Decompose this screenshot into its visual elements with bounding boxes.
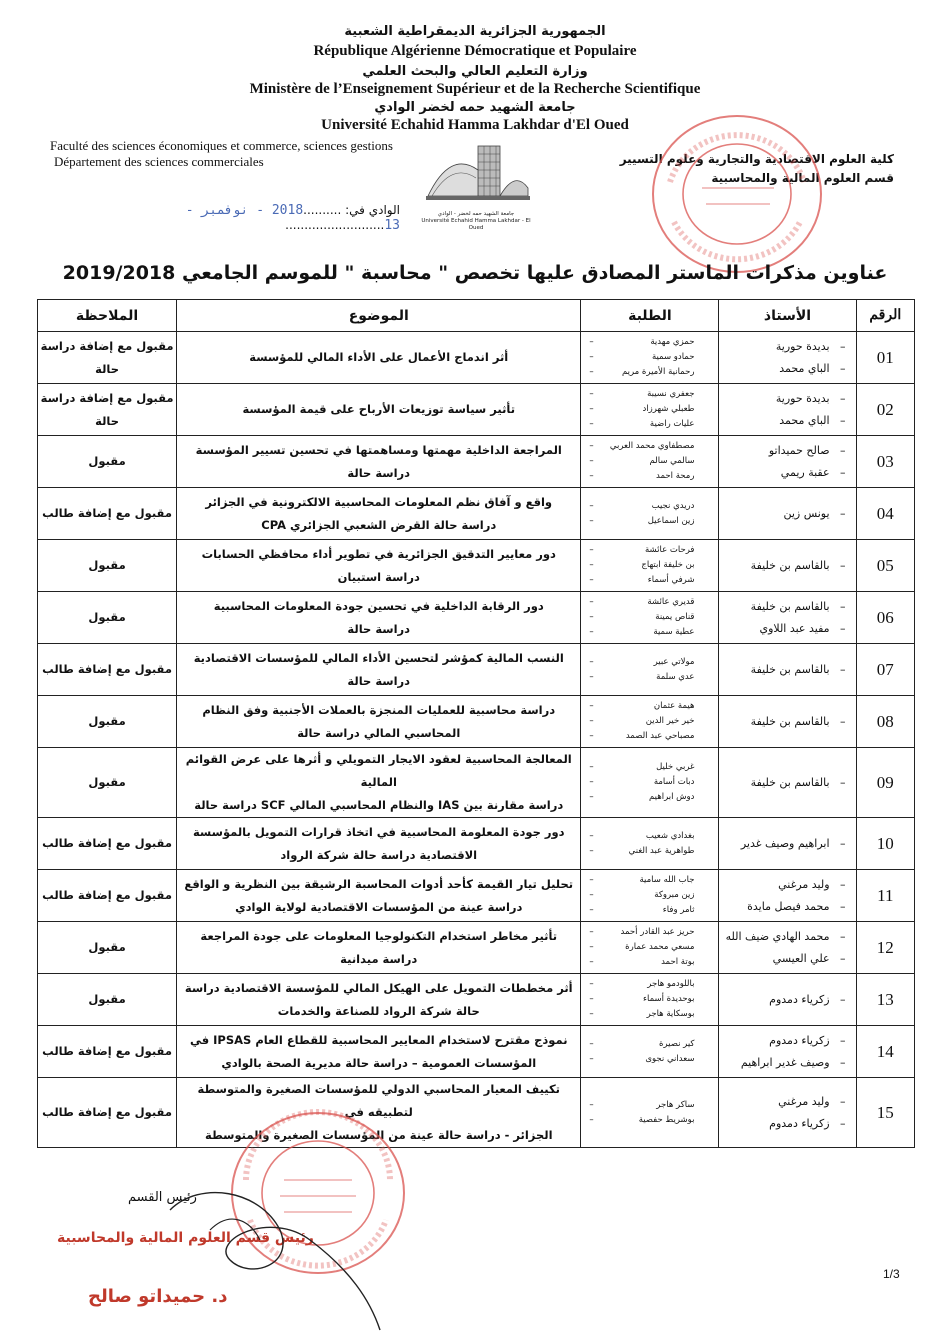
logo-caption <box>414 211 538 232</box>
student-name: ثامر وفاء – <box>585 903 710 918</box>
col-header-subject: الموضوع <box>177 300 581 332</box>
row-students <box>581 1078 719 1148</box>
student-name: سالمي سالم – <box>585 454 710 469</box>
subject-line: دور جودة المعلومة المحاسبية في اتخاذ قرارات التمويل بالمؤسسة <box>192 824 565 839</box>
row-professors <box>719 696 856 748</box>
subject-line-2: دراسة حالة القرض الشعبي الجزائري CPA <box>261 517 497 532</box>
row-remark: مقبول مع إضافة طالب <box>38 1026 177 1078</box>
subject-line-2: دراسة استبيان <box>337 569 420 584</box>
table-row <box>38 1026 915 1078</box>
subject-line-2: الجزائر - دراسة حالة عينة من المؤسسات الصغيرة والمتوسطة <box>204 1128 553 1142</box>
row-remark: مقبول <box>38 436 177 488</box>
subject-line: واقع و آفاق نظم المعلومات المحاسبية الالكترونية في الجزائر <box>205 494 553 509</box>
row-remark: مقبول <box>38 540 177 592</box>
row-professors <box>719 818 856 870</box>
logo-caption-ar: جامعة الشهيد حمه لخضر - الوادي <box>437 211 515 217</box>
student-name: بوحديدة أسماء – <box>585 992 710 1007</box>
row-subject <box>177 974 581 1026</box>
table-body <box>38 332 915 1148</box>
row-professors <box>719 384 856 436</box>
row-students <box>581 974 719 1026</box>
header-fr-republic: République Algérienne Démocratique et Populaire <box>313 43 637 59</box>
professor-name: زكرياء دمدوم – <box>723 989 847 1011</box>
faculty-ar-line1: كلية العلوم الاقتصادية والتجارية وعلوم التسيير <box>619 152 894 166</box>
row-remark: مقبول <box>38 696 177 748</box>
subject-line: دور الرقابة الداخلية في تحسين جودة المعلومات المحاسبية <box>213 598 544 613</box>
table-row <box>38 592 915 644</box>
student-name: عدي سلمة – <box>585 670 710 685</box>
header-fr-university: Université Echahid Hamma Lakhdar d'El Oued <box>321 117 629 133</box>
professor-name: بديدة حورية – <box>723 336 847 358</box>
row-subject <box>177 644 581 696</box>
row-remark: مقبول <box>38 922 177 974</box>
row-students <box>581 1026 719 1078</box>
professor-name: بديدة حورية – <box>723 388 847 410</box>
row-students <box>581 592 719 644</box>
row-number: 03 <box>856 436 914 488</box>
row-professors <box>719 332 856 384</box>
student-name: باللودمو هاجر – <box>585 977 710 992</box>
row-subject <box>177 332 581 384</box>
student-name: حمادو سمية – <box>585 350 710 365</box>
row-number: 10 <box>856 818 914 870</box>
date-label: الوادي في: <box>345 203 400 217</box>
table-row <box>38 436 915 488</box>
subject-line: دراسة محاسبية للعمليات المنجزة بالعملات الأجنبية وفق النظام <box>202 702 556 717</box>
subject-line: تحليل تيار القيمة كأحد أدوات المحاسبة الرشيقة بين النظرية و الواقع <box>184 876 574 891</box>
table-row <box>38 870 915 922</box>
row-number: 08 <box>856 696 914 748</box>
subject-line-2: الاقتصادية دراسة حالة شركة الرواد <box>280 847 478 862</box>
header-ar-republic: الجمهورية الجزائرية الديمقراطية الشعبية <box>344 24 606 39</box>
row-students <box>581 870 719 922</box>
table-row <box>38 384 915 436</box>
subject-line-2: دراسة حالة <box>347 465 411 480</box>
student-name: مسعي محمد عمارة – <box>585 940 710 955</box>
row-number: 13 <box>856 974 914 1026</box>
table-row <box>38 332 915 384</box>
row-number: 15 <box>856 1078 914 1148</box>
row-remark: مقبول <box>38 748 177 818</box>
row-remark: مقبول مع إضافة دراسة حالة <box>38 384 177 436</box>
signature-name: د. حميداتو صالح <box>88 1286 228 1307</box>
professor-name: وصيف غدير ابراهيم – <box>723 1052 847 1074</box>
professor-name: عقبة ريمي – <box>723 462 847 484</box>
table-row <box>38 540 915 592</box>
professor-name: بالقاسم بن خليفة – <box>723 711 847 733</box>
row-students <box>581 540 719 592</box>
row-professors <box>719 1026 856 1078</box>
row-students <box>581 818 719 870</box>
row-subject <box>177 870 581 922</box>
faculty-fr <box>50 138 410 170</box>
student-name: بوشريط حفصية – <box>585 1113 710 1128</box>
student-name: قديري عائشة – <box>585 595 710 610</box>
row-remark: مقبول مع إضافة طالب <box>38 870 177 922</box>
subject-line-2: دراسة حالة <box>347 621 411 636</box>
row-subject <box>177 592 581 644</box>
professor-name: الباي محمد – <box>723 358 847 380</box>
row-subject <box>177 696 581 748</box>
student-name: مصباحي عبد الصمد – <box>585 729 710 744</box>
header-fr-ministry: Ministère de l’Enseignement Supérieur et de la Recherche Scientifique <box>249 81 701 97</box>
row-subject <box>177 540 581 592</box>
row-number: 07 <box>856 644 914 696</box>
student-name: مصطفاوي محمد العربي – <box>585 439 710 454</box>
student-name: طواهرية عبد الغني – <box>585 844 710 859</box>
faculty-fr-line1: Faculté des sciences économiques et commerce, sciences gestions <box>50 138 393 153</box>
student-name: مولاتي عبير – <box>585 655 710 670</box>
row-subject <box>177 818 581 870</box>
row-number: 06 <box>856 592 914 644</box>
row-professors <box>719 644 856 696</box>
professor-name: الباي محمد – <box>723 410 847 432</box>
row-number: 12 <box>856 922 914 974</box>
row-professors <box>719 974 856 1026</box>
row-students <box>581 644 719 696</box>
row-remark: مقبول مع إضافة طالب <box>38 1078 177 1148</box>
subject-line: تأثير سياسة توزيعات الأرباح على قيمة المؤسسة <box>242 402 516 416</box>
row-professors <box>719 592 856 644</box>
student-name: سعداني نجوى – <box>585 1052 710 1067</box>
student-name: رحمانية الأميرة مريم – <box>585 365 710 380</box>
professor-name: محمد الهادي ضيف الله – <box>723 926 847 948</box>
student-name: هيمة عثمان – <box>585 699 710 714</box>
professor-name: بالقاسم بن خليفة – <box>723 596 847 618</box>
row-students <box>581 488 719 540</box>
header-ar-ministry: وزارة التعليم العالي والبحث العلمي <box>362 64 588 79</box>
row-professors <box>719 748 856 818</box>
table-header-row <box>38 300 915 332</box>
subject-line-2: حالة شركة الرواد للصناعة والخدمات <box>277 1003 480 1018</box>
row-remark: مقبول مع إضافة طالب <box>38 818 177 870</box>
student-name: ساكر هاجر – <box>585 1098 710 1113</box>
row-students <box>581 922 719 974</box>
professor-name: وليد مرغني – <box>723 1091 847 1113</box>
row-subject <box>177 1026 581 1078</box>
table-row <box>38 974 915 1026</box>
row-number: 11 <box>856 870 914 922</box>
professor-name: زكرياء دمدوم – <box>723 1113 847 1135</box>
signature-label: رئيس القسم <box>128 1190 197 1205</box>
page-number: 1/3 <box>883 1267 900 1281</box>
theses-table <box>37 299 915 1148</box>
student-name: شرفي أسماء – <box>585 573 710 588</box>
subject-line: المعالجة المحاسبية لعقود الايجار التمويلي و أثرها على عرض القوائم المالية <box>185 752 572 789</box>
faculty-ar-line2: قسم العلوم المالية والمحاسبية <box>711 171 894 185</box>
table-row <box>38 1078 915 1148</box>
student-name: عطية سمية – <box>585 625 710 640</box>
student-name: بغدادي شعيب – <box>585 829 710 844</box>
col-header-remark: الملاحظة <box>38 300 177 332</box>
professor-name: مفيد عبد اللاوي – <box>723 618 847 640</box>
subject-line: تكييف المعيار المحاسبي الدولي للمؤسسات الصغيرة والمتوسطة لتطبيقه في <box>197 1082 560 1119</box>
row-number: 02 <box>856 384 914 436</box>
subject-line: دور معايير التدقيق الجزائرية في تطوير أداء محافظي الحسابات <box>201 546 556 561</box>
professor-name: علي العيسي – <box>723 948 847 970</box>
student-name: دوش ابراهيم – <box>585 790 710 805</box>
professor-name: محمد فيصل مايدة – <box>723 896 847 918</box>
student-name: زين اسماعيل – <box>585 514 710 529</box>
student-name: رمحة احمد – <box>585 469 710 484</box>
professor-name: بالقاسم بن خليفة – <box>723 555 847 577</box>
professor-name: صالح حميداتو – <box>723 440 847 462</box>
row-remark: مقبول مع إضافة طالب <box>38 644 177 696</box>
row-students <box>581 332 719 384</box>
subject-line-2: المحاسبي المالي دراسة حالة <box>297 725 461 740</box>
row-remark: مقبول <box>38 974 177 1026</box>
subject-line: أثر اندماج الأعمال على الأداء المالي للمؤسسة <box>249 350 509 364</box>
table-row <box>38 696 915 748</box>
professor-name: وليد مرغني – <box>723 874 847 896</box>
student-name: قناص يمينة – <box>585 610 710 625</box>
col-header-num: الرقم <box>856 300 914 332</box>
professor-name: بالقاسم بن خليفة – <box>723 772 847 794</box>
faculty-fr-line2: Département des sciences commerciales <box>54 154 264 169</box>
row-remark: مقبول مع إضافة طالب <box>38 488 177 540</box>
student-name: طعبلي شهرزاد – <box>585 402 710 417</box>
col-header-students: الطلبة <box>581 300 719 332</box>
date-value: 2018 - نوفمبر - 13 <box>185 203 400 233</box>
table-row <box>38 488 915 540</box>
table-row <box>38 818 915 870</box>
row-students <box>581 384 719 436</box>
student-name: دبات أسامة – <box>585 775 710 790</box>
page-title: عناوين مذكرات الماستر المصادق عليها تخصص " محاسبة " للموسم الجامعي 2019/2018 <box>62 262 888 284</box>
row-students <box>581 436 719 488</box>
student-name: دريدي نجيب – <box>585 499 710 514</box>
student-name: بوتة احمد – <box>585 955 710 970</box>
row-subject <box>177 748 581 818</box>
subject-line: النسب المالية كمؤشر لتحسين الأداء المالي للمؤسسات الاقتصادية <box>193 650 564 665</box>
subject-line: تأثير مخاطر استخدام التكنولوجيا المعلومات على جودة المراجعة <box>200 928 558 943</box>
row-subject <box>177 922 581 974</box>
student-name: كير نصيرة – <box>585 1037 710 1052</box>
department-stamp-icon <box>650 112 825 277</box>
row-number: 01 <box>856 332 914 384</box>
student-name: بوسكاية هاجر – <box>585 1007 710 1022</box>
subject-line: نموذج مقترح لاستخدام المعايير المحاسبية للقطاع العام IPSAS في <box>189 1032 568 1047</box>
student-name: جعفري نسيبة – <box>585 387 710 402</box>
date-row: الوادي في: ..........2018 - نوفمبر - 13.......................... <box>185 203 400 233</box>
table-row <box>38 748 915 818</box>
row-professors <box>719 922 856 974</box>
professor-name: بالقاسم بن خليفة – <box>723 659 847 681</box>
subject-line: أثر مخططات التمويل على الهيكل المالي للمؤسسة الاقتصادية دراسة <box>184 980 573 995</box>
student-name: زين مبروكة – <box>585 888 710 903</box>
student-name: حريز عبد القادر أحمد – <box>585 925 710 940</box>
logo-caption-fr: Université Echahid Hamma Lakhdar - El Oued <box>421 218 531 231</box>
row-professors <box>719 540 856 592</box>
row-number: 14 <box>856 1026 914 1078</box>
professor-name: ابراهيم وصيف غدير – <box>723 833 847 855</box>
signature-stamp-text: رئيس قسم العلوم المالية والمحاسبية <box>57 1230 314 1246</box>
university-logo-icon <box>420 140 532 206</box>
subject-line-2: المؤسسات العمومية – دراسة حالة مديرية الصحة بالوادي <box>221 1055 537 1070</box>
header-ar-university: جامعة الشهيد حمه لخضر الوادي <box>374 100 576 115</box>
student-name: حمزي مهدية – <box>585 335 710 350</box>
row-students <box>581 696 719 748</box>
subject-line-2: دراسة عينة من المؤسسات الاقتصادية لولاية الوادي <box>235 899 523 914</box>
row-professors <box>719 436 856 488</box>
row-subject <box>177 488 581 540</box>
row-subject <box>177 384 581 436</box>
subject-line: المراجعة الداخلية مهمتها ومساهمتها في تحسين تسيير المؤسسة <box>195 442 562 457</box>
row-professors <box>719 1078 856 1148</box>
col-header-prof: الأستاذ <box>719 300 856 332</box>
row-remark: مقبول مع إضافة دراسة حالة <box>38 332 177 384</box>
handwritten-signature-icon <box>110 1170 400 1340</box>
student-name: جاب الله سامية – <box>585 873 710 888</box>
row-professors <box>719 488 856 540</box>
subject-line-2: دراسة ميدانية <box>340 951 418 966</box>
subject-line-2: دراسة مقارنة بين IAS والنظام المحاسبي المالي SCF دراسة حالة <box>194 798 564 812</box>
student-name: غربي خليل – <box>585 760 710 775</box>
row-students <box>581 748 719 818</box>
student-name: خير خير الدين – <box>585 714 710 729</box>
professor-name: زكرياء دمدوم – <box>723 1030 847 1052</box>
row-subject <box>177 436 581 488</box>
row-professors <box>719 870 856 922</box>
student-name: عليات راضية – <box>585 417 710 432</box>
professor-name: يونس زين – <box>723 503 847 525</box>
table-row <box>38 644 915 696</box>
row-remark: مقبول <box>38 592 177 644</box>
row-number: 05 <box>856 540 914 592</box>
student-name: فرحات عائشة – <box>585 543 710 558</box>
row-number: 04 <box>856 488 914 540</box>
subject-line-2: دراسة حالة <box>347 673 411 688</box>
student-name: بن خليفة ابتهاج – <box>585 558 710 573</box>
table-row <box>38 922 915 974</box>
row-number: 09 <box>856 748 914 818</box>
